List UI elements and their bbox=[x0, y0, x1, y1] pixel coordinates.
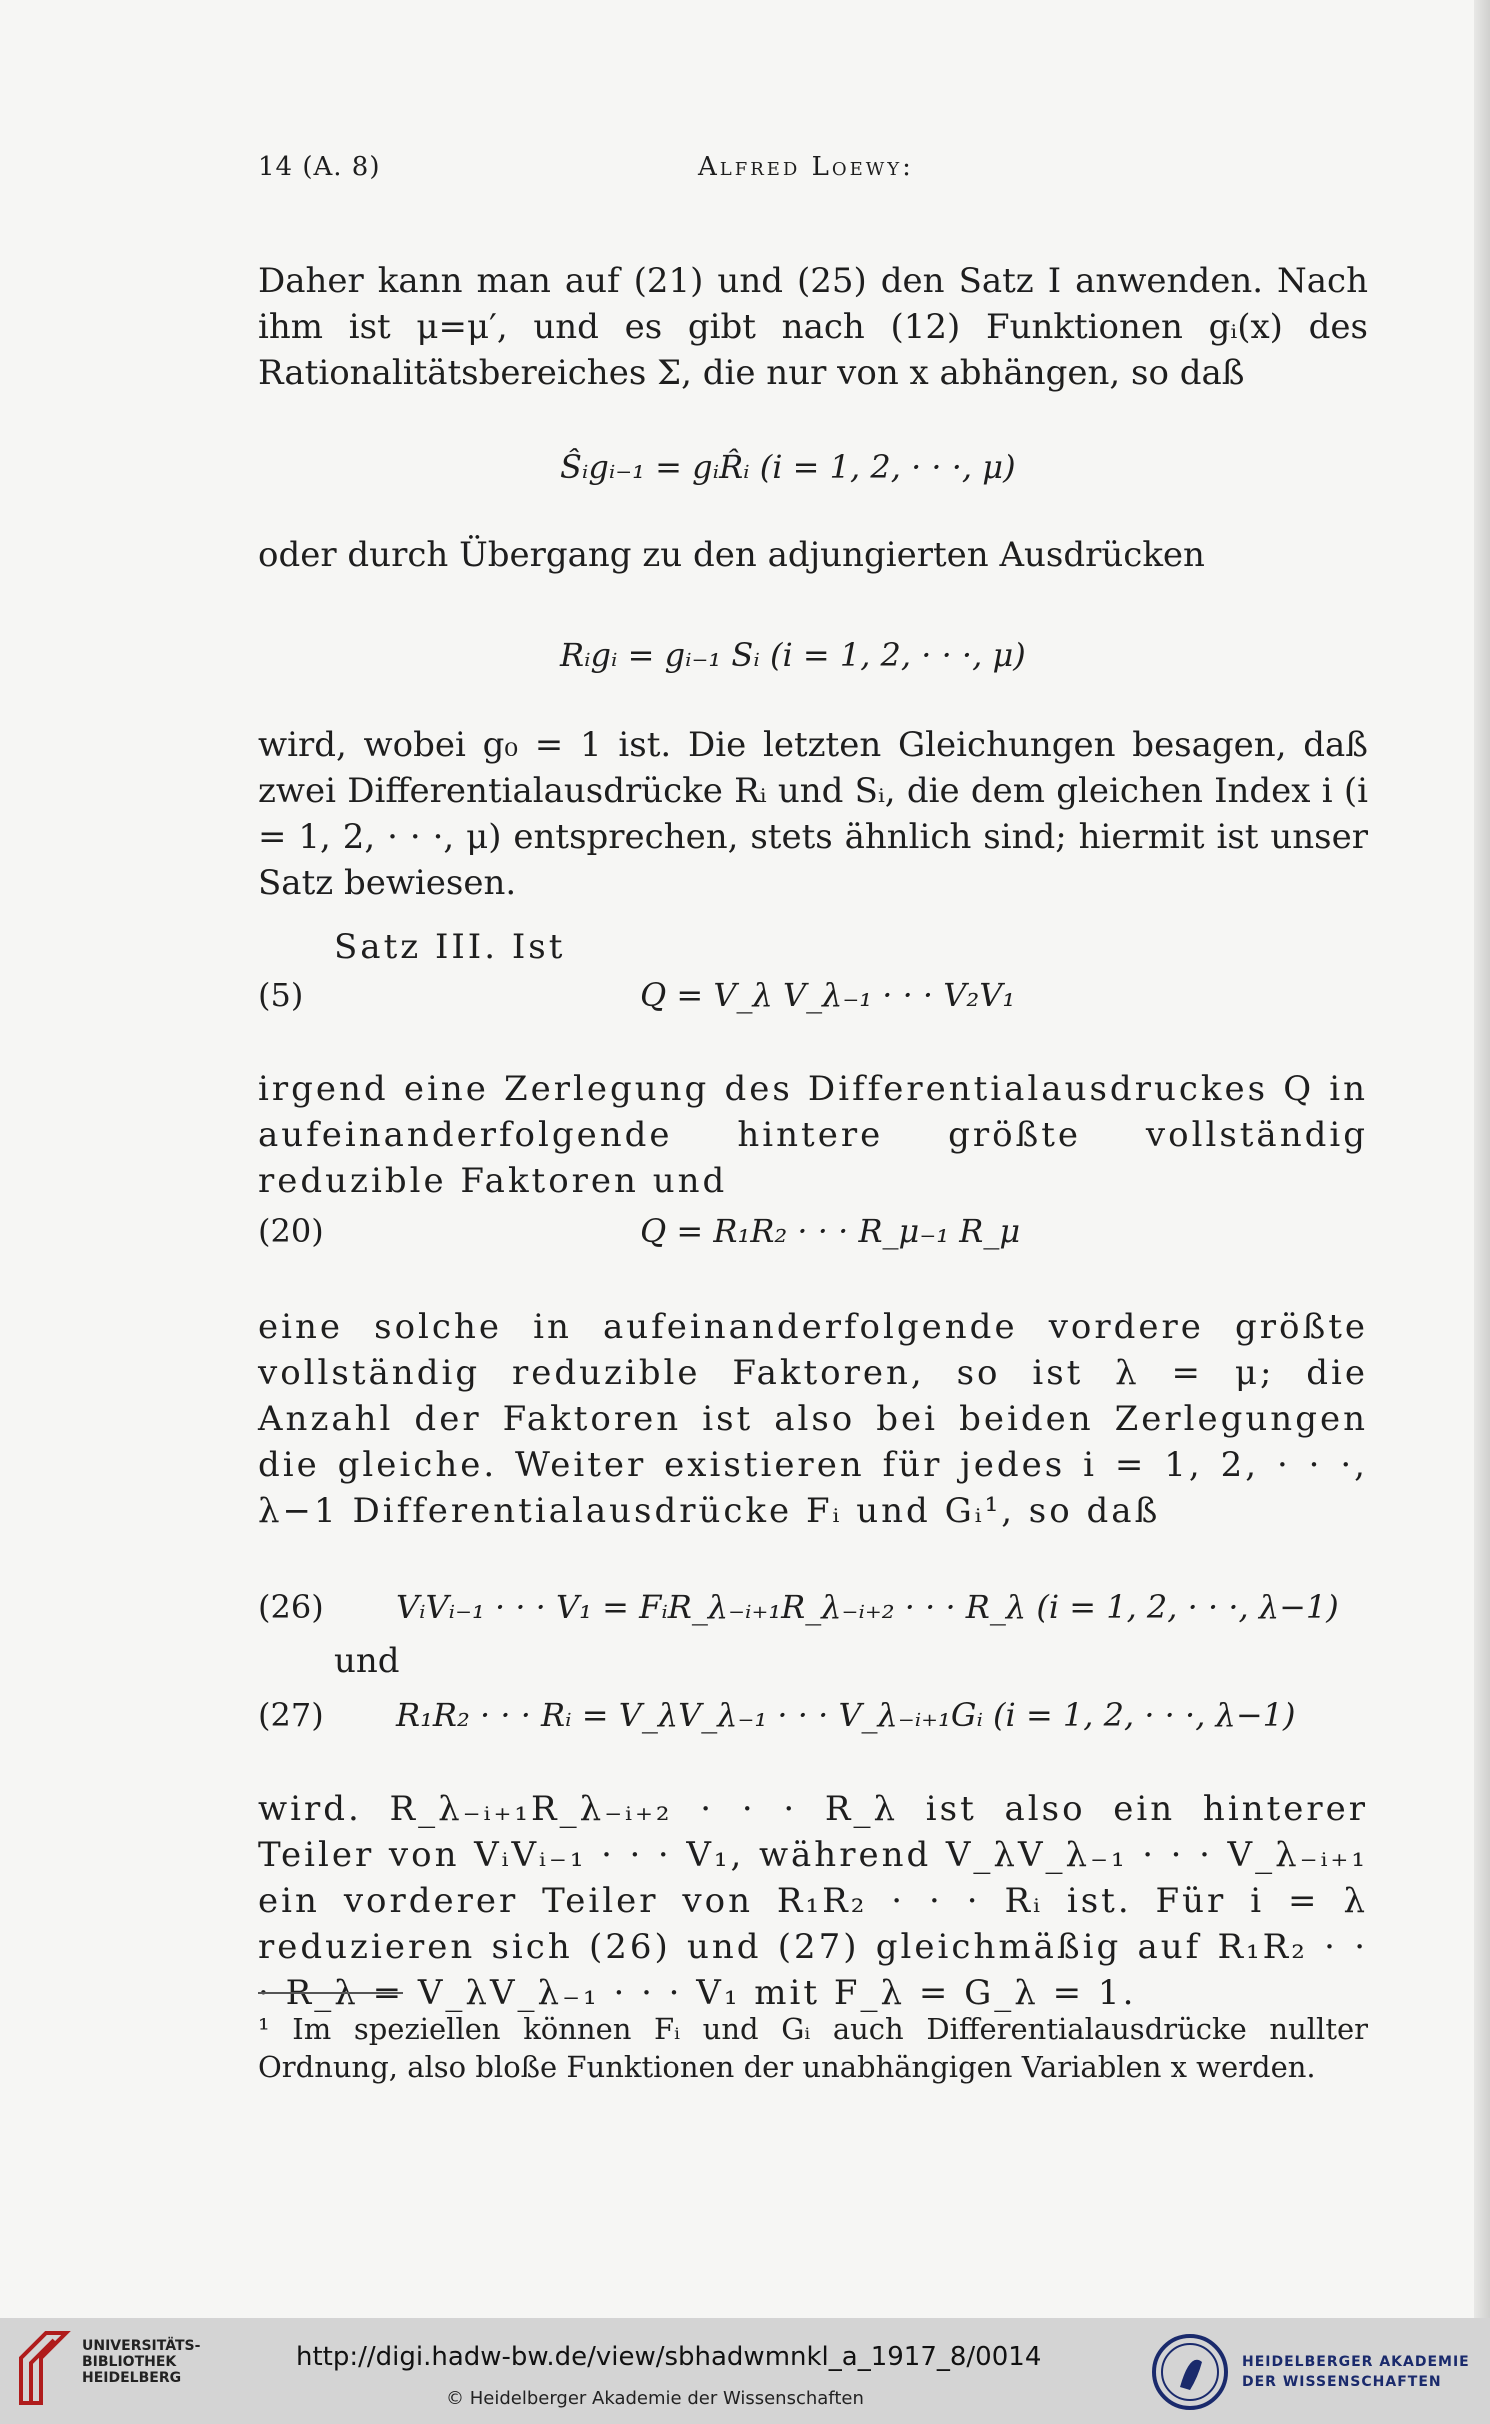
library-name: UNIVERSITÄTS- BIBLIOTHEK HEIDELBERG bbox=[82, 2338, 201, 2386]
footnote-rule bbox=[258, 1992, 403, 1994]
equation-number-26: (26) bbox=[258, 1588, 324, 1626]
page-edge bbox=[1474, 0, 1490, 2318]
equation-27: R₁R₂ · · · Rᵢ = V_λV_λ₋₁ · · · V_λ₋ᵢ₊₁Gᵢ (i = 1, 2, · · ·, λ−1) bbox=[396, 1696, 1296, 1734]
author-name: Alfred Loewy: bbox=[698, 152, 914, 182]
academy-name: HEIDELBERGER AKADEMIE DER WISSENSCHAFTEN bbox=[1242, 2354, 1470, 2390]
equation-20: Q = R₁R₂ · · · R_μ₋₁ R_μ bbox=[640, 1212, 1021, 1250]
equation-5: Q = V_λ V_λ₋₁ · · · V₂V₁ bbox=[640, 976, 1016, 1014]
library-logo-icon bbox=[16, 2328, 71, 2408]
academy-seal-icon bbox=[1150, 2332, 1230, 2412]
paragraph-2: oder durch Übergang zu den adjungierten Ausdrücken bbox=[258, 535, 1205, 575]
paragraph-5: eine solche in aufeinanderfolgende vordere größte vollständig reduzible Faktoren, so ist λ = μ; die Anzahl der Faktoren ist also bei beiden Zerlegungen die gleiche. Weiter existieren für jedes i = 1, 2, · · ·, λ−1 Differentialausdrücke Fᵢ und Gᵢ¹, so daß bbox=[258, 1307, 1368, 1531]
permalink-url[interactable]: http://digi.hadw-bw.de/view/sbhadwmnkl_a_1917_8/0014 bbox=[296, 2342, 1042, 2372]
viewer-footer bbox=[0, 2318, 1490, 2424]
equation-26: VᵢVᵢ₋₁ · · · V₁ = FᵢR_λ₋ᵢ₊₁R_λ₋ᵢ₊₂ · · · R_λ (i = 1, 2, · · ·, λ−1) bbox=[396, 1588, 1339, 1626]
copyright-notice: © Heidelberger Akademie der Wissenschaften bbox=[446, 2388, 864, 2409]
equation-number-20: (20) bbox=[258, 1212, 324, 1250]
equation-1: Ŝᵢgᵢ₋₁ = gᵢR̂ᵢ (i = 1, 2, · · ·, μ) bbox=[560, 448, 1016, 486]
und-word: und bbox=[334, 1641, 400, 1681]
equation-number-5: (5) bbox=[258, 976, 304, 1014]
paragraph-4: irgend eine Zerlegung des Differentialausdruckes Q in aufeinanderfolgende hintere größte vollständig reduzible Faktoren und bbox=[258, 1069, 1368, 1201]
page-number: 14 (A. 8) bbox=[258, 152, 381, 182]
paragraph-3: wird, wobei g₀ = 1 ist. Die letzten Gleichungen besagen, daß zwei Differentialausdrücke Rᵢ und Sᵢ, die dem gleichen Index i (i = 1, 2, · · ·, μ) entsprechen, stets ähnlich sind; hiermit ist unser Satz bewiesen. bbox=[258, 725, 1368, 903]
equation-number-27: (27) bbox=[258, 1696, 324, 1734]
paragraph-1: Daher kann man auf (21) und (25) den Satz I anwenden. Nach ihm ist μ=μ′, und es gibt nach (12) Funktionen gᵢ(x) des Rationalitätsbereiches Σ, die nur von x abhängen, so daß bbox=[258, 261, 1368, 393]
footnote: ¹ Im speziellen können Fᵢ und Gᵢ auch Differentialausdrücke nullter Ordnung, also bloße Funktionen der unabhängigen Variablen x werden. bbox=[258, 2012, 1368, 2084]
paragraph-6: wird. R_λ₋ᵢ₊₁R_λ₋ᵢ₊₂ · · · R_λ ist also ein hinterer Teiler von VᵢVᵢ₋₁ · · · V₁, während V_λV_λ₋₁ · · · V_λ₋ᵢ₊₁ ein vorderer Teiler von R₁R₂ · · · Rᵢ ist. Für i = λ reduzieren sich (26) und (27) gleichmäßig auf R₁R₂ · · · R_λ = V_λV_λ₋₁ · · · V₁ mit F_λ = G_λ = 1. bbox=[258, 1789, 1368, 2013]
satz-label: Satz III. Ist bbox=[334, 927, 566, 967]
equation-2: Rᵢgᵢ = gᵢ₋₁ Sᵢ (i = 1, 2, · · ·, μ) bbox=[560, 636, 1026, 674]
